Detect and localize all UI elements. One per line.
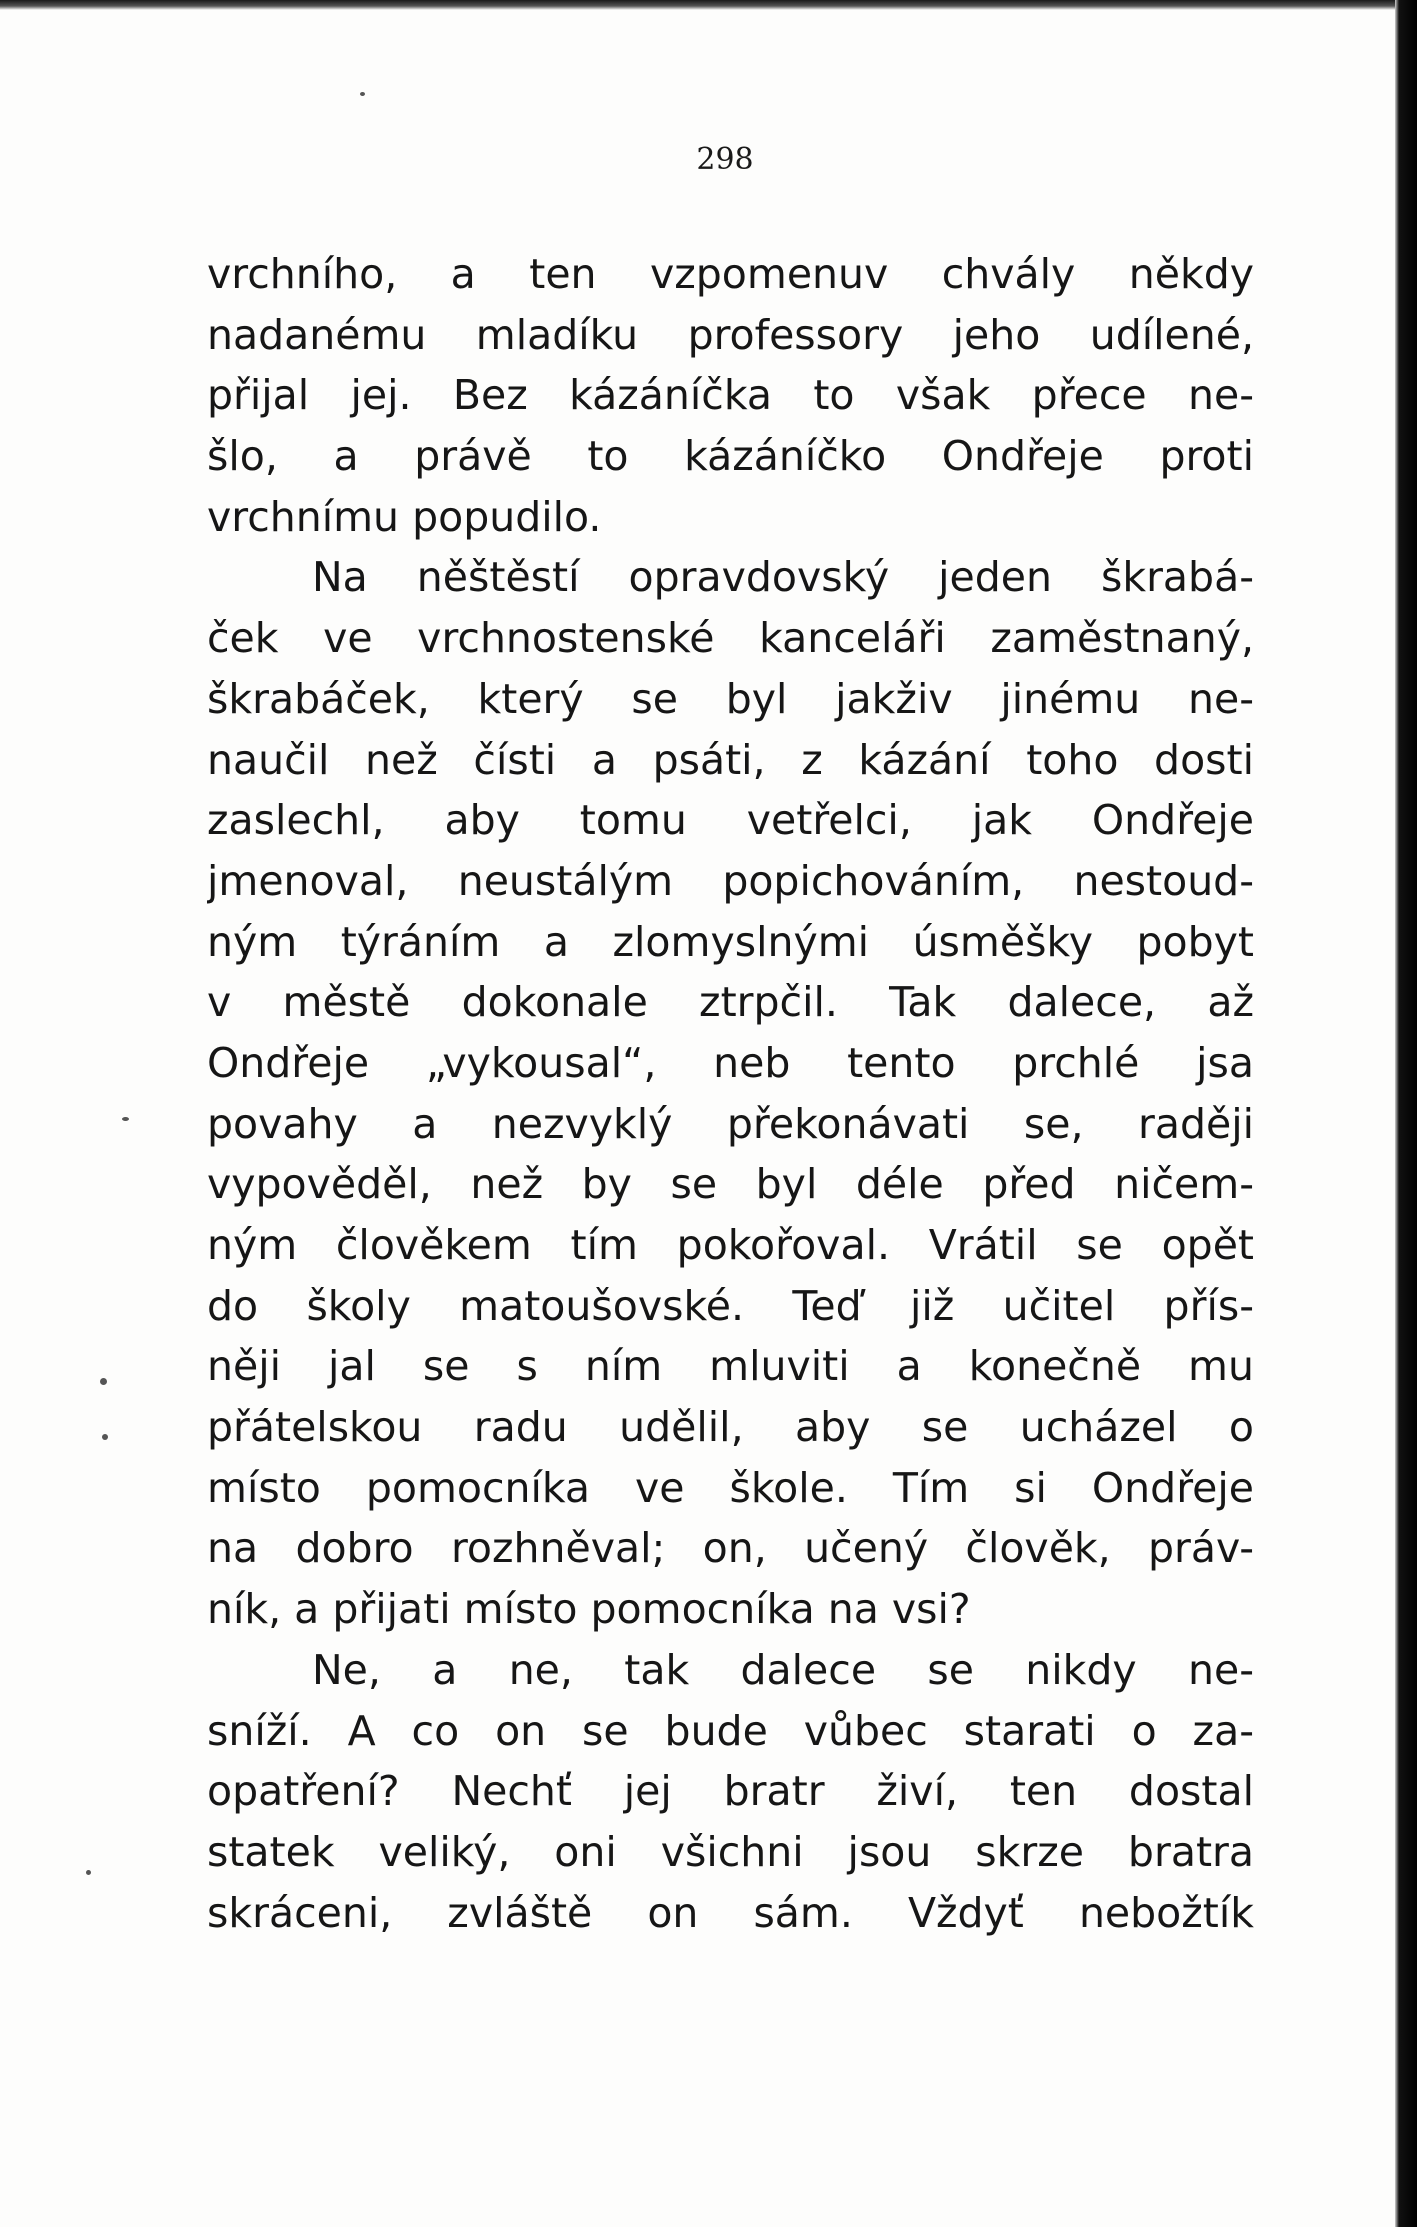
text-line: ček ve vrchnostenské kanceláři zaměstnaný, [207,614,1254,663]
text-line: jmenoval, neustálým popichováním, nestoud- [207,856,1254,905]
dust-speck [122,1117,129,1121]
page-binding-edge [1395,0,1417,2227]
page-top-edge-shadow [0,0,1395,10]
body-text [207,244,1254,1943]
text-line: Ondřeje „vykousal“, neb tento prchlé jsa [207,1038,1254,1087]
text-line: Ne, a ne, tak dalece se nikdy ne- [312,1645,1254,1694]
text-line: na dobro rozhněval; on, učený člověk, práv- [207,1524,1254,1573]
text-line: škrabáček, který se byl jakživ jinému ne- [207,674,1254,723]
dust-speck [100,1378,107,1385]
text-line: ník, a přijati místo pomocníka na vsi? [207,1585,971,1634]
text-line: ným týráním a zlomyslnými úsměšky pobyt [207,917,1254,966]
text-line: přátelskou radu udělil, aby se ucházel o [207,1403,1254,1452]
text-line: povahy a nezvyklý překonávati se, raději [207,1099,1254,1148]
paragraph [207,244,1254,547]
text-line: v městě dokonale ztrpčil. Tak dalece, až [207,978,1254,1027]
text-line: vypověděl, než by se byl déle před ničem- [207,1160,1254,1209]
text-line: nadanému mladíku professory jeho udílené, [207,310,1254,359]
text-line: sníží. A co on se bude vůbec starati o za- [207,1706,1254,1755]
paragraph [207,1640,1254,1943]
text-line: ným člověkem tím pokořoval. Vrátil se opět [207,1221,1254,1269]
text-line: šlo, a právě to kázáníčko Ondřeje proti [207,432,1254,481]
text-line: vrchnímu popudilo. [207,492,602,541]
dust-speck [102,1434,108,1440]
text-line: vrchního, a ten vzpomenuv chvály někdy [207,250,1254,298]
dust-speck [86,1870,91,1875]
text-line: statek veliký, oni všichni jsou skrze bratra [207,1827,1254,1876]
text-line: něji jal se s ním mluviti a konečně mu [207,1342,1254,1391]
text-line: zaslechl, aby tomu vetřelci, jak Ondřeje [207,796,1254,845]
text-line: do školy matoušovské. Teď již učitel přís- [207,1281,1254,1330]
paragraph [207,547,1254,1639]
text-line: přijal jej. Bez kázáníčka to však přece ne- [207,371,1254,420]
text-line: skráceni, zvláště on sám. Vždyť nebožtík [207,1888,1254,1937]
page-number: 298 [696,142,754,177]
text-line: místo pomocníka ve škole. Tím si Ondřeje [207,1463,1254,1512]
text-line: Na něštěstí opravdovský jeden škrabá- [312,553,1254,602]
text-line: naučil než čísti a psáti, z kázání toho dosti [207,735,1254,784]
dust-speck [360,92,365,96]
text-line: opatření? Nechť jej bratr živí, ten dostal [207,1767,1254,1816]
